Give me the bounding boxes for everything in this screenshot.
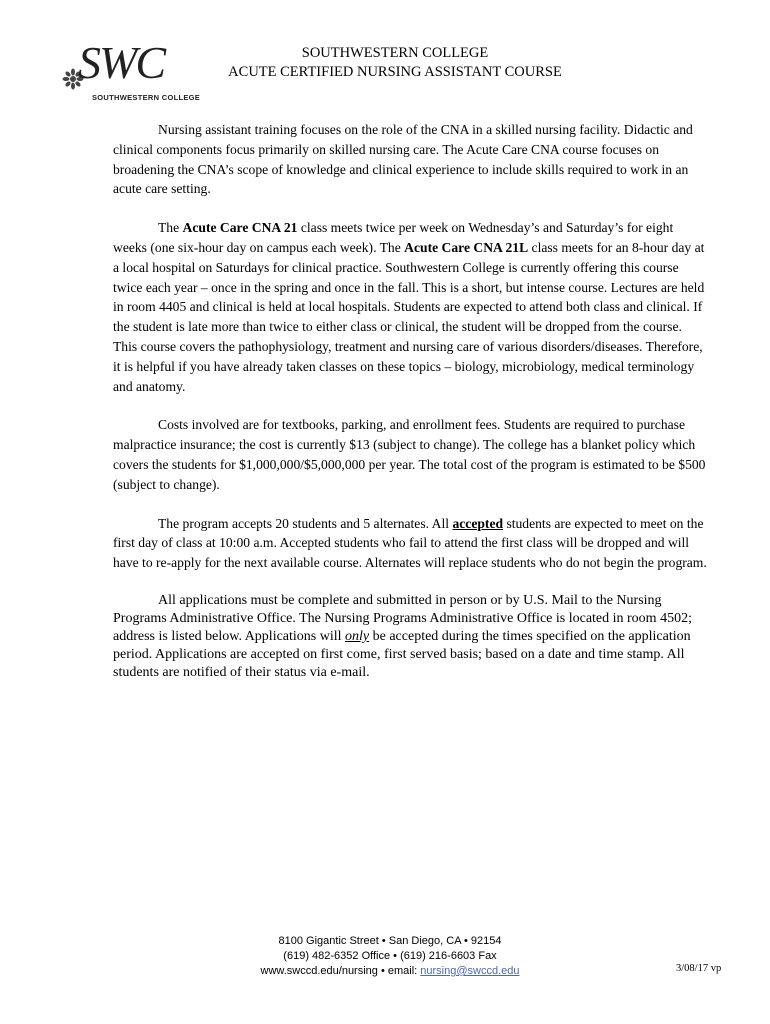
- paragraph-applications: [113, 592, 709, 682]
- footer-phones: (619) 482-6352 Office • (619) 216-6603 Fax: [283, 950, 497, 962]
- logo-subtitle: SOUTHWESTERN COLLEGE: [92, 93, 201, 102]
- text-span: class meets for an 8-hour day at a local hospital on Saturdays for clinical practice. Southwestern College is currently offering this course twice each year – once in the spring and once in the fall. This is a short, but intense course. Lectures are held in room 4405 and clinical is held at local hospitals. Students are expected to attend both class and clinical. If the student is late more than twice to either class or clinical, the student will be dropped from the course. This course covers the pathophysiology, treatment and nursing care of various disorders/diseases. Therefore, it is helpful if you have already taken classes on these topics – biology, microbiology, medical terminology and anatomy.: [113, 239, 705, 394]
- page-footer: [240, 934, 540, 979]
- course-cna21: Acute Care CNA 21: [182, 220, 298, 236]
- logo-mark: SWC: [78, 37, 164, 88]
- paragraph-schedule: [113, 218, 709, 396]
- college-logo: [60, 38, 205, 104]
- course-cna21l: Acute Care CNA 21L: [404, 239, 529, 255]
- text-span: The: [158, 220, 183, 236]
- document-header: [190, 44, 600, 82]
- text-span: be accepted during the times specified on the application period. Applications are accepted on first come, first served basis; based on a date and time stamp. All students are notified of their status via e-mail.: [113, 628, 691, 680]
- footer-web: [240, 964, 540, 979]
- paragraph-acceptance: [113, 514, 709, 573]
- text-span: The program accepts 20 students and 5 alternates. All: [158, 515, 453, 531]
- header-course-title: ACUTE CERTIFIED NURSING ASSISTANT COURSE: [228, 64, 562, 80]
- accepted-emphasis: accepted: [452, 515, 504, 531]
- footer-web-prefix: www.swccd.edu/nursing • email:: [260, 965, 421, 977]
- header-college-name: SOUTHWESTERN COLLEGE: [301, 45, 489, 61]
- text-span: All applications must be complete and submitted in person or by U.S. Mail to the Nursing Programs Administrative Office. The Nursing Programs Administrative Office is located in room 4502; address is listed below. Applications will: [113, 592, 692, 644]
- email-link[interactable]: nursing@swccd.edu: [420, 965, 520, 977]
- only-emphasis: only: [345, 628, 370, 644]
- paragraph-overview: Nursing assistant training focuses on the role of the CNA in a skilled nursing facility. Didactic and clinical components focus primarily on skilled nursing care. The Acute Care CNA course focuses on broadening the CNA’s scope of knowledge and clinical experience to include skills required to work in an acute care setting.: [113, 122, 693, 197]
- footer-address: 8100 Gigantic Street • San Diego, CA • 92154: [278, 935, 502, 947]
- document-code: 3/08/17 vp: [676, 963, 722, 974]
- document-body: [113, 120, 709, 701]
- text-span: students are expected to meet on the first day of class at 10:00 a.m. Accepted students who fail to attend the first class will be dropped and will have to re-apply for the next available course. Alternates will replace students who do not begin the program.: [113, 515, 707, 571]
- text-span: class meets twice per week on Wednesday’s and Saturday’s for eight weeks (one six-hour day on campus each week). The: [113, 220, 674, 255]
- paragraph-costs: Costs involved are for textbooks, parking, and enrollment fees. Students are required to purchase malpractice insurance; the cost is currently $13 (subject to change). The college has a blanket policy which covers the students for $1,000,000/$5,000,000 per year. The total cost of the program is estimated to be $500 (subject to change).: [113, 417, 706, 492]
